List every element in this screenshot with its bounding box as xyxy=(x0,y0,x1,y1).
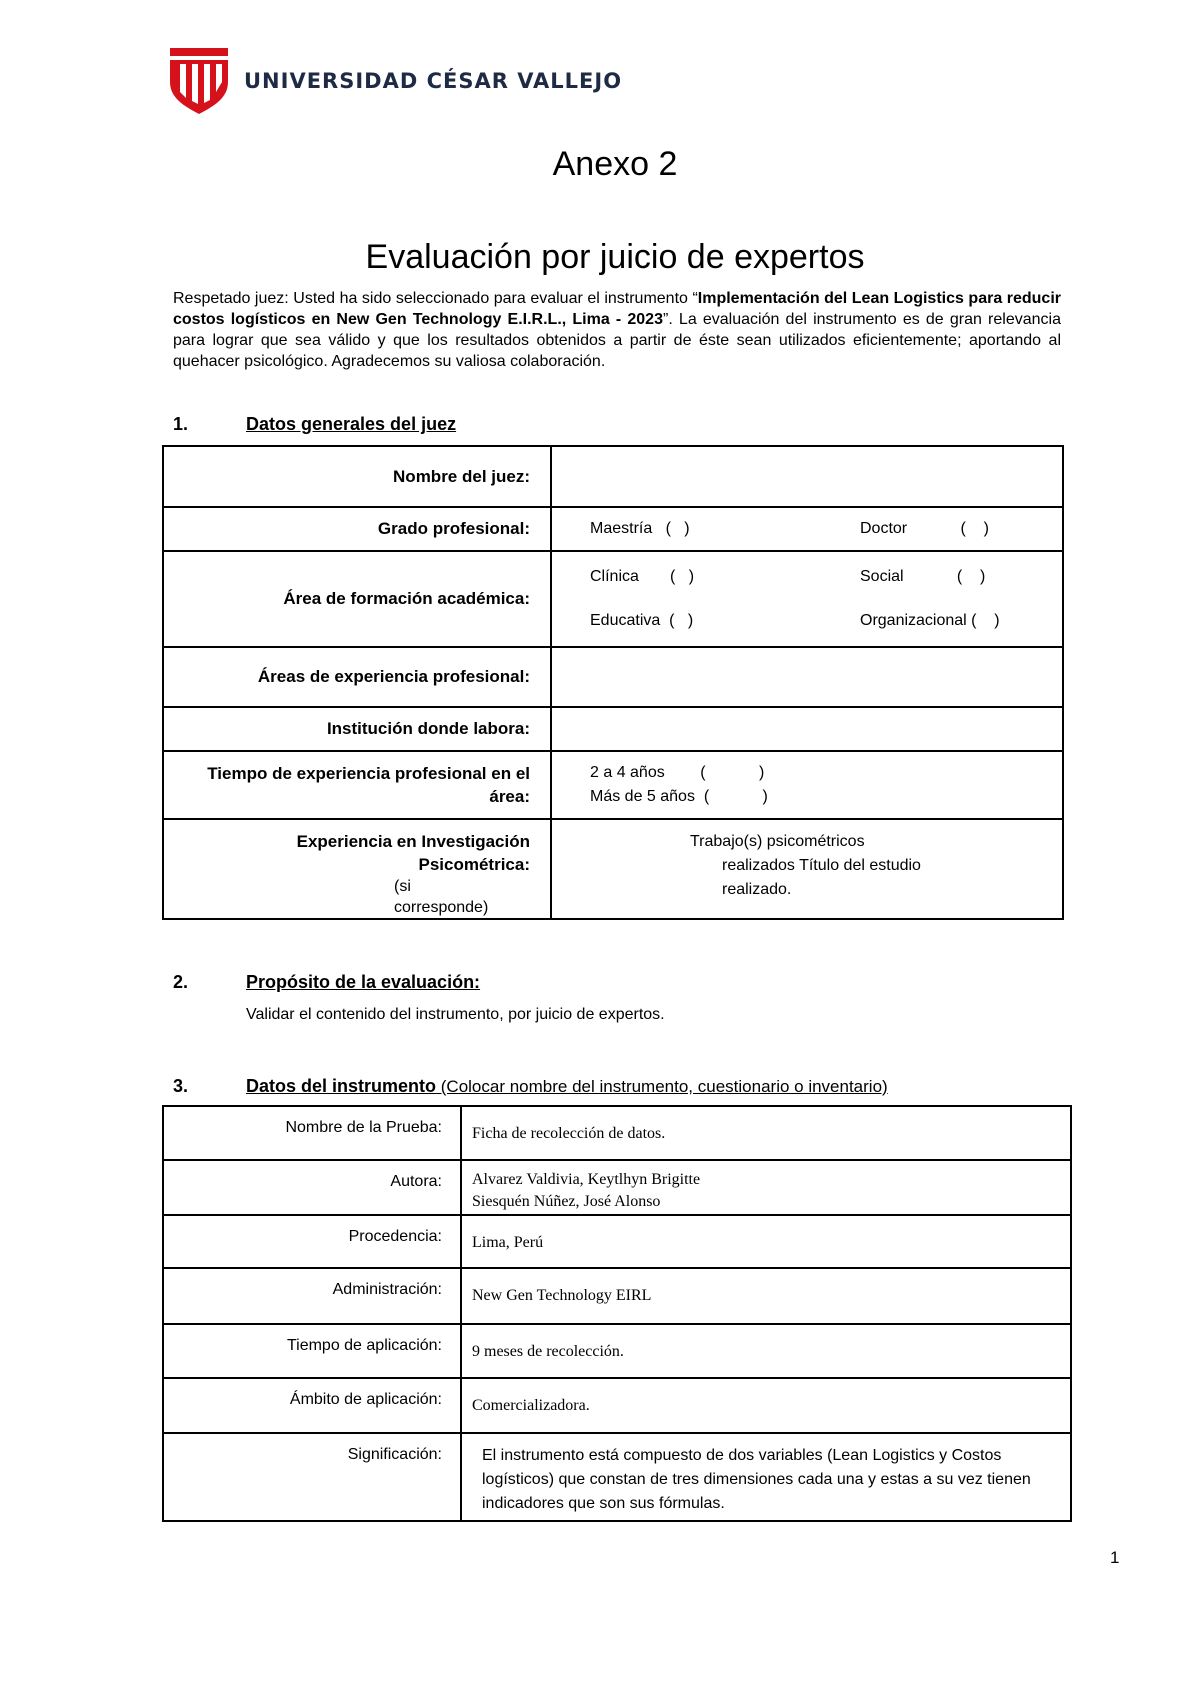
section-1-number: 1. xyxy=(173,414,189,434)
option-doctor[interactable]: Doctor ( ) xyxy=(860,520,989,537)
value-significacion: El instrumento está compuesto de dos variables (Lean Logistics y Costos logísticos) que constan de tres dimensiones cada una y estas a su vez tienen indicadores que son sus fórmulas. xyxy=(461,1433,1071,1521)
label-grado: Grado profesional: xyxy=(163,507,551,551)
section-2-title: Propósito de la evaluación: xyxy=(246,972,481,992)
value-tiempo xyxy=(551,751,1063,819)
exp-inv-line-4: corresponde) xyxy=(394,899,489,916)
section-2-text: Validar el contenido del instrumento, por juicio de expertos. xyxy=(246,1006,665,1023)
instrument-data-table xyxy=(162,1105,1072,1522)
label-areas-experiencia: Áreas de experiencia profesional: xyxy=(163,647,551,707)
value-trabajos xyxy=(551,819,1063,919)
label-area: Área de formación académica: xyxy=(163,551,551,647)
intro-text-2: ”. La evaluación del instrumento es de gran relevancia para lograr que sea válido y que los resultados obtenidos a partir de éste sean utilizados eficientemente; aportando al quehacer psicológico. Agradecemos su valiosa colaboración. xyxy=(173,311,1061,370)
label-tiempo-aplicacion: Tiempo de aplicación: xyxy=(163,1324,461,1378)
section-3-title-wrap xyxy=(246,1076,888,1097)
section-2-number: 2. xyxy=(173,972,189,992)
trabajo-line-1: Trabajo(s) psicométricos xyxy=(690,833,865,850)
label-administracion: Administración: xyxy=(163,1268,461,1324)
option-mas-5-anos[interactable]: Más de 5 años ( ) xyxy=(590,788,768,805)
section-3-number: 3. xyxy=(173,1076,189,1096)
value-procedencia: Lima, Perú xyxy=(461,1215,1071,1268)
exp-inv-line-3: (si xyxy=(394,878,411,895)
option-social[interactable]: Social ( ) xyxy=(860,568,986,585)
option-clinica[interactable]: Clínica ( ) xyxy=(590,568,695,585)
label-ambito: Ámbito de aplicación: xyxy=(163,1378,461,1433)
value-administracion: New Gen Technology EIRL xyxy=(461,1268,1071,1324)
value-grado xyxy=(551,507,1063,551)
value-institucion[interactable] xyxy=(551,707,1063,751)
author-2: Siesquén Núñez, José Alonso xyxy=(472,1193,661,1210)
option-maestria[interactable]: Maestría ( ) xyxy=(590,520,690,537)
value-areas-experiencia[interactable] xyxy=(551,647,1063,707)
page-title: Evaluación por juicio de expertos xyxy=(365,238,865,276)
label-nombre-prueba: Nombre de la Prueba: xyxy=(163,1106,461,1160)
label-institucion: Institución donde labora: xyxy=(163,707,551,751)
label-procedencia: Procedencia: xyxy=(163,1215,461,1268)
trabajo-line-3: realizado. xyxy=(722,881,792,898)
value-tiempo-aplicacion: 9 meses de recolección. xyxy=(461,1324,1071,1378)
value-ambito: Comercializadora. xyxy=(461,1378,1071,1433)
instrument-name: Implementación del Lean Logistics para reducir costos logísticos en New Gen Technology E.I.R.L., Lima - 2023 xyxy=(173,290,1062,328)
value-area xyxy=(551,551,1063,647)
label-tiempo: Tiempo de experiencia profesional en el área: xyxy=(163,751,551,819)
label-significacion: Significación: xyxy=(163,1433,461,1521)
exp-inv-line-2: Psicométrica: xyxy=(418,855,530,874)
section-3-title: Datos del instrumento xyxy=(246,1076,437,1096)
anexo-heading: Anexo 2 xyxy=(552,145,678,183)
value-autora xyxy=(461,1160,1071,1215)
author-1: Alvarez Valdivia, Keytlhyn Brigitte xyxy=(472,1171,701,1188)
label-autora: Autora: xyxy=(163,1160,461,1215)
section-1-title: Datos generales del juez xyxy=(246,414,457,434)
university-logo xyxy=(170,48,622,114)
option-2-4-anos[interactable]: 2 a 4 años ( ) xyxy=(590,764,765,781)
uv-shield-icon xyxy=(170,48,228,114)
option-educativa[interactable]: Educativa ( ) xyxy=(590,612,694,629)
label-nombre: Nombre del juez: xyxy=(163,446,551,507)
intro-paragraph xyxy=(173,288,1061,372)
page-number: 1 xyxy=(1110,1548,1120,1567)
section-3-note: (Colocar nombre del instrumento, cuestionario o inventario) xyxy=(436,1077,888,1096)
university-name: UNIVERSIDAD CÉSAR VALLEJO xyxy=(244,69,623,93)
trabajo-line-2: realizados Título del estudio xyxy=(722,857,921,874)
label-exp-investigacion xyxy=(163,819,551,919)
value-nombre-prueba: Ficha de recolección de datos. xyxy=(461,1106,1071,1160)
exp-inv-line-1: Experiencia en Investigación xyxy=(296,832,530,851)
value-nombre[interactable] xyxy=(551,446,1063,507)
intro-text-1: Respetado juez: Usted ha sido seleccionado para evaluar el instrumento “ xyxy=(173,290,698,307)
judge-data-table xyxy=(162,445,1064,920)
option-organizacional[interactable]: Organizacional ( ) xyxy=(860,612,1000,629)
